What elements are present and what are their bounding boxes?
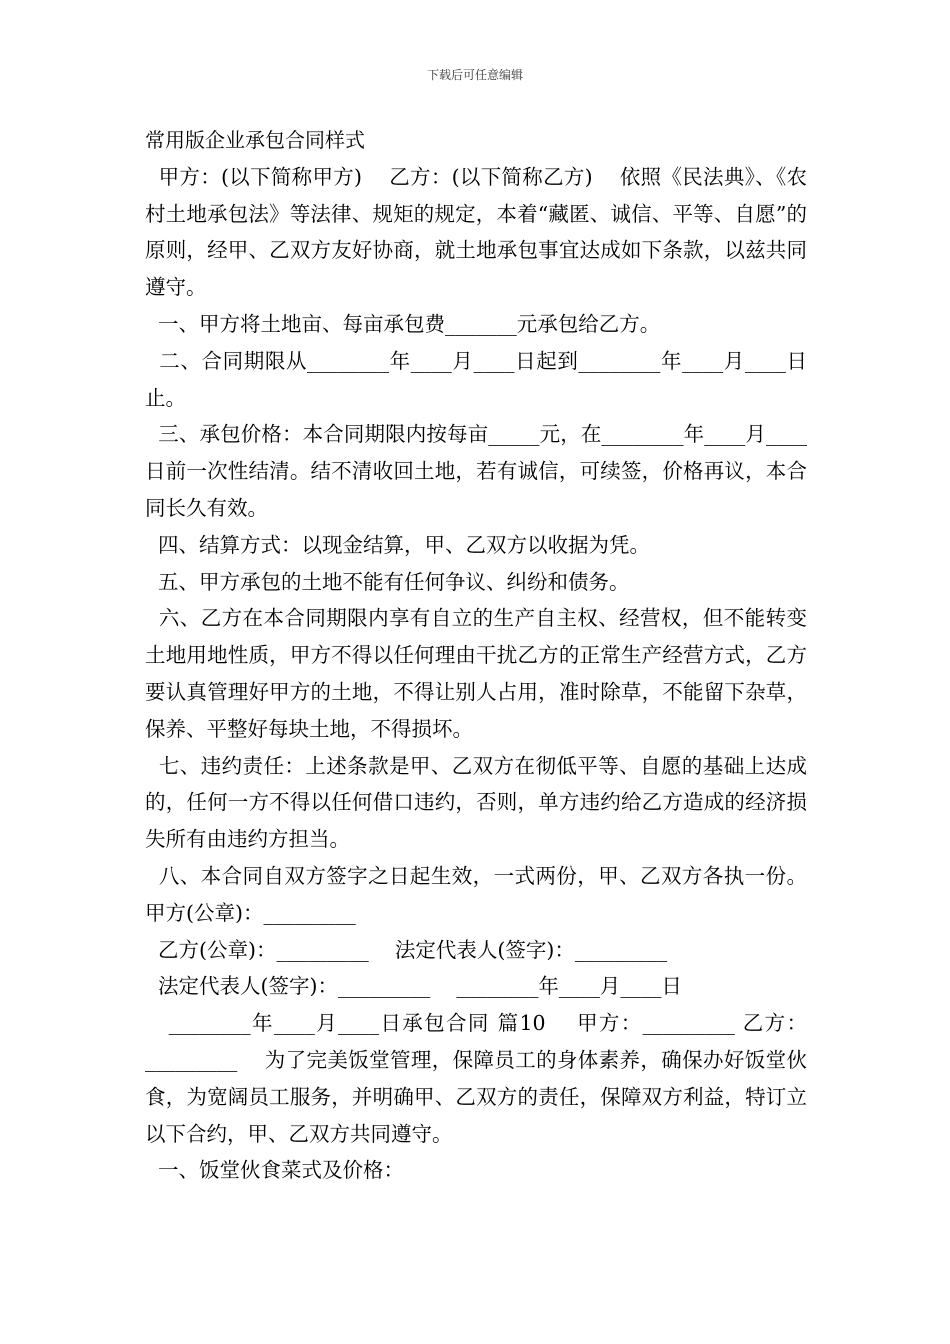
- document-body: [145, 122, 834, 1189]
- clause-8: 八、本合同自双方签字之日起生效，一式两份，甲、乙双方各执一份。 甲方(公章)：_________: [145, 863, 834, 925]
- signature-line-rep: 法定代表人(签字)：_________ ________年____月____日: [145, 974, 682, 999]
- contract-10-section-1: 一、饭堂伙食菜式及价格：: [145, 1158, 405, 1183]
- clause-4: 四、结算方式：以现金结算，甲、乙双方以收据为凭。: [145, 532, 651, 557]
- contract-10-intro: ________年____月____日承包合同 篇10 甲方：_________ 乙方：_________ 为了完美饭堂管理，保障员工的身体素养，确保办好饭堂伙食，为宽阔员工服务，并明确甲、乙双方的责任，保障双方利益，特订立以下合约，甲、乙双方共同遵守。: [145, 1011, 807, 1146]
- signature-line-b: 乙方(公章)：_________ 法定代表人(签字)：_________: [145, 937, 668, 962]
- clause-1: 一、甲方将土地亩、每亩承包费_______元承包给乙方。: [145, 311, 661, 336]
- clause-7: 七、违约责任：上述条款是甲、乙双方在彻低平等、自愿的基础上达成的，任何一方不得以任何借口违约，否则，单方违约给乙方造成的经济损失所有由违约方担当。: [145, 753, 807, 852]
- document-title: 常用版企业承包合同样式: [145, 128, 365, 152]
- page-header: 下载后可任意编辑: [426, 68, 523, 82]
- clause-5: 五、甲方承包的土地不能有任何争议、纠纷和债务。: [145, 569, 630, 594]
- clause-3: 三、承包价格：本合同期限内按每亩_____元，在________年____月____日前一次性结清。结不清收回土地，若有诚信，可续签，价格再议，本合同长久有效。: [145, 422, 807, 520]
- clause-6: 六、乙方在本合同期限内享有自立的生产自主权、经营权，但不能转变土地用地性质，甲方不得以任何理由干扰乙方的正常生产经营方式，乙方要认真管理好甲方的土地，不得让别人占用，准时除草，不能留下杂草，保养、平整好每块土地，不得损坏。: [145, 606, 807, 741]
- clause-2: 二、合同期限从________年____月____日起到________年____月____日止。: [145, 348, 807, 410]
- paragraph-preamble: 甲方：(以下简称甲方) 乙方：(以下简称乙方) 依照《民法典》、《农村土地承包法》等法律、规矩的规定，本着“藏匿、诚信、平等、自愿”的原则，经甲、乙双方友好协商，就土地承包事宜达成如下条款，以兹共同遵守。: [145, 164, 807, 300]
